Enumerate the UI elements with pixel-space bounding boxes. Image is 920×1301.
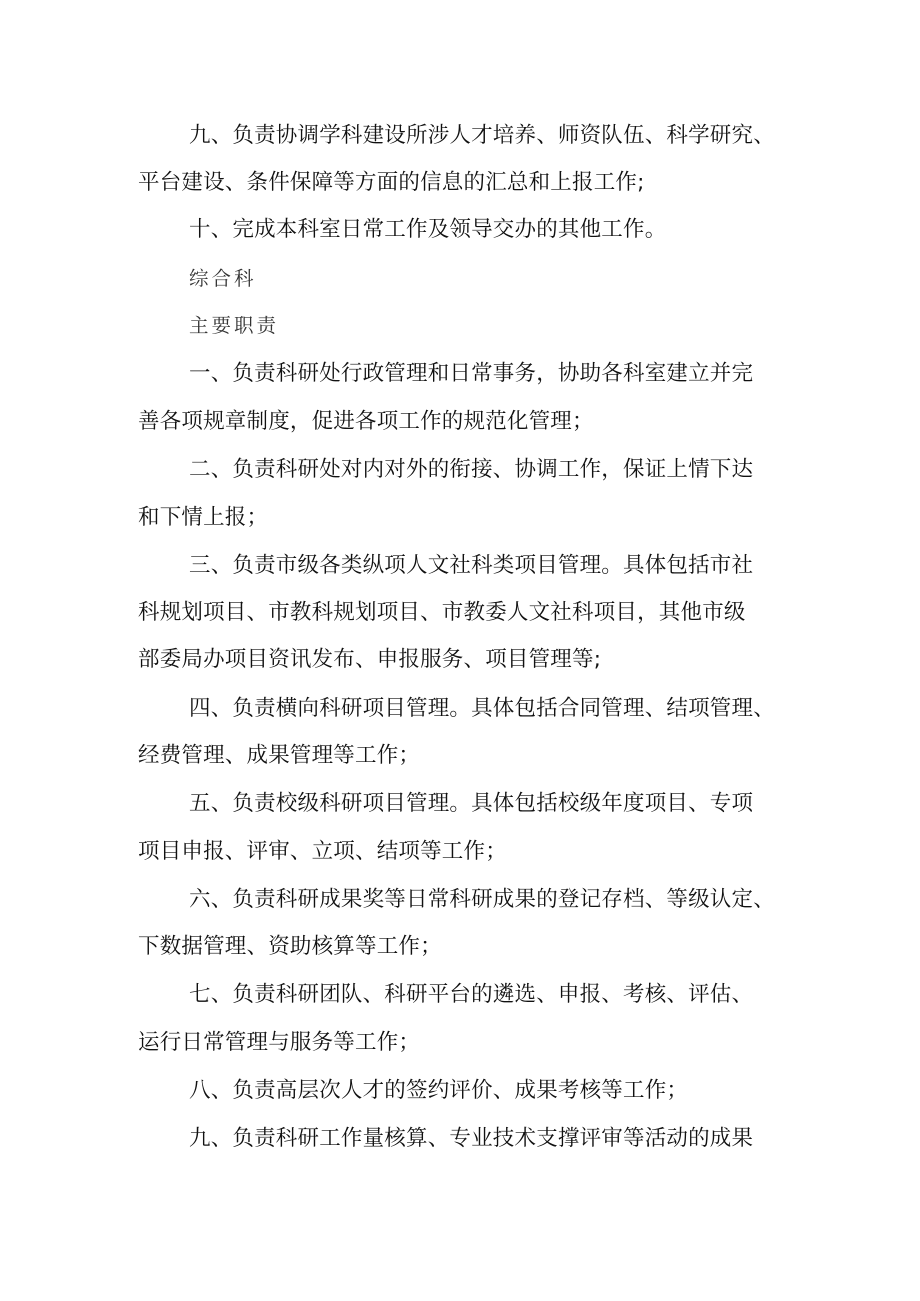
paragraph-line: 下数据管理、资助核算等工作； xyxy=(138,934,442,959)
paragraph-line: 八、负责高层次人才的签约评价、成果考核等工作； xyxy=(189,1078,689,1103)
paragraph-line: 二、负责科研处对内对外的衔接、协调工作，保证上情下达 xyxy=(189,457,754,482)
paragraph-line: 七、负责科研团队、科研平台的遴选、申报、考核、评估、 xyxy=(189,982,754,1007)
section-heading: 综合科 xyxy=(189,267,257,290)
paragraph-line: 一、负责科研处行政管理和日常事务，协助各科室建立并完 xyxy=(189,361,754,386)
paragraph-line: 运行日常管理与服务等工作； xyxy=(138,1030,421,1055)
paragraph-line: 善各项规章制度，促进各项工作的规范化管理； xyxy=(138,409,594,434)
paragraph-line: 项目申报、评审、立项、结项等工作； xyxy=(138,839,507,864)
subsection-heading: 主要职责 xyxy=(189,314,280,337)
paragraph-line: 五、负责校级科研项目管理。具体包括校级年度项目、专项 xyxy=(189,791,754,816)
paragraph-line: 部委局办项目资讯发布、申报服务、项目管理等; xyxy=(138,647,602,672)
paragraph-line: 九、负责协调学科建设所涉人才培养、师资队伍、科学研究、 xyxy=(189,123,775,148)
paragraph-line: 九、负责科研工作量核算、专业技术支撑评审等活动的成果 xyxy=(189,1126,754,1151)
paragraph-line: 和下情上报； xyxy=(138,505,269,530)
paragraph-line: 六、负责科研成果奖等日常科研成果的登记存档、等级认定、 xyxy=(189,887,775,912)
paragraph-line: 经费管理、成果管理等工作； xyxy=(138,743,421,768)
paragraph-line: 四、负责横向科研项目管理。具体包括合同管理、结项管理、 xyxy=(189,696,775,721)
paragraph-line: 十、完成本科室日常工作及领导交办的其他工作。 xyxy=(189,217,667,242)
paragraph-line: 平台建设、条件保障等方面的信息的汇总和上报工作; xyxy=(138,170,645,195)
paragraph-line: 三、负责市级各类纵项人文社科类项目管理。具体包括市社 xyxy=(189,553,754,578)
paragraph-line: 科规划项目、市教科规划项目、市教委人文社科项目，其他市级 xyxy=(138,600,746,625)
